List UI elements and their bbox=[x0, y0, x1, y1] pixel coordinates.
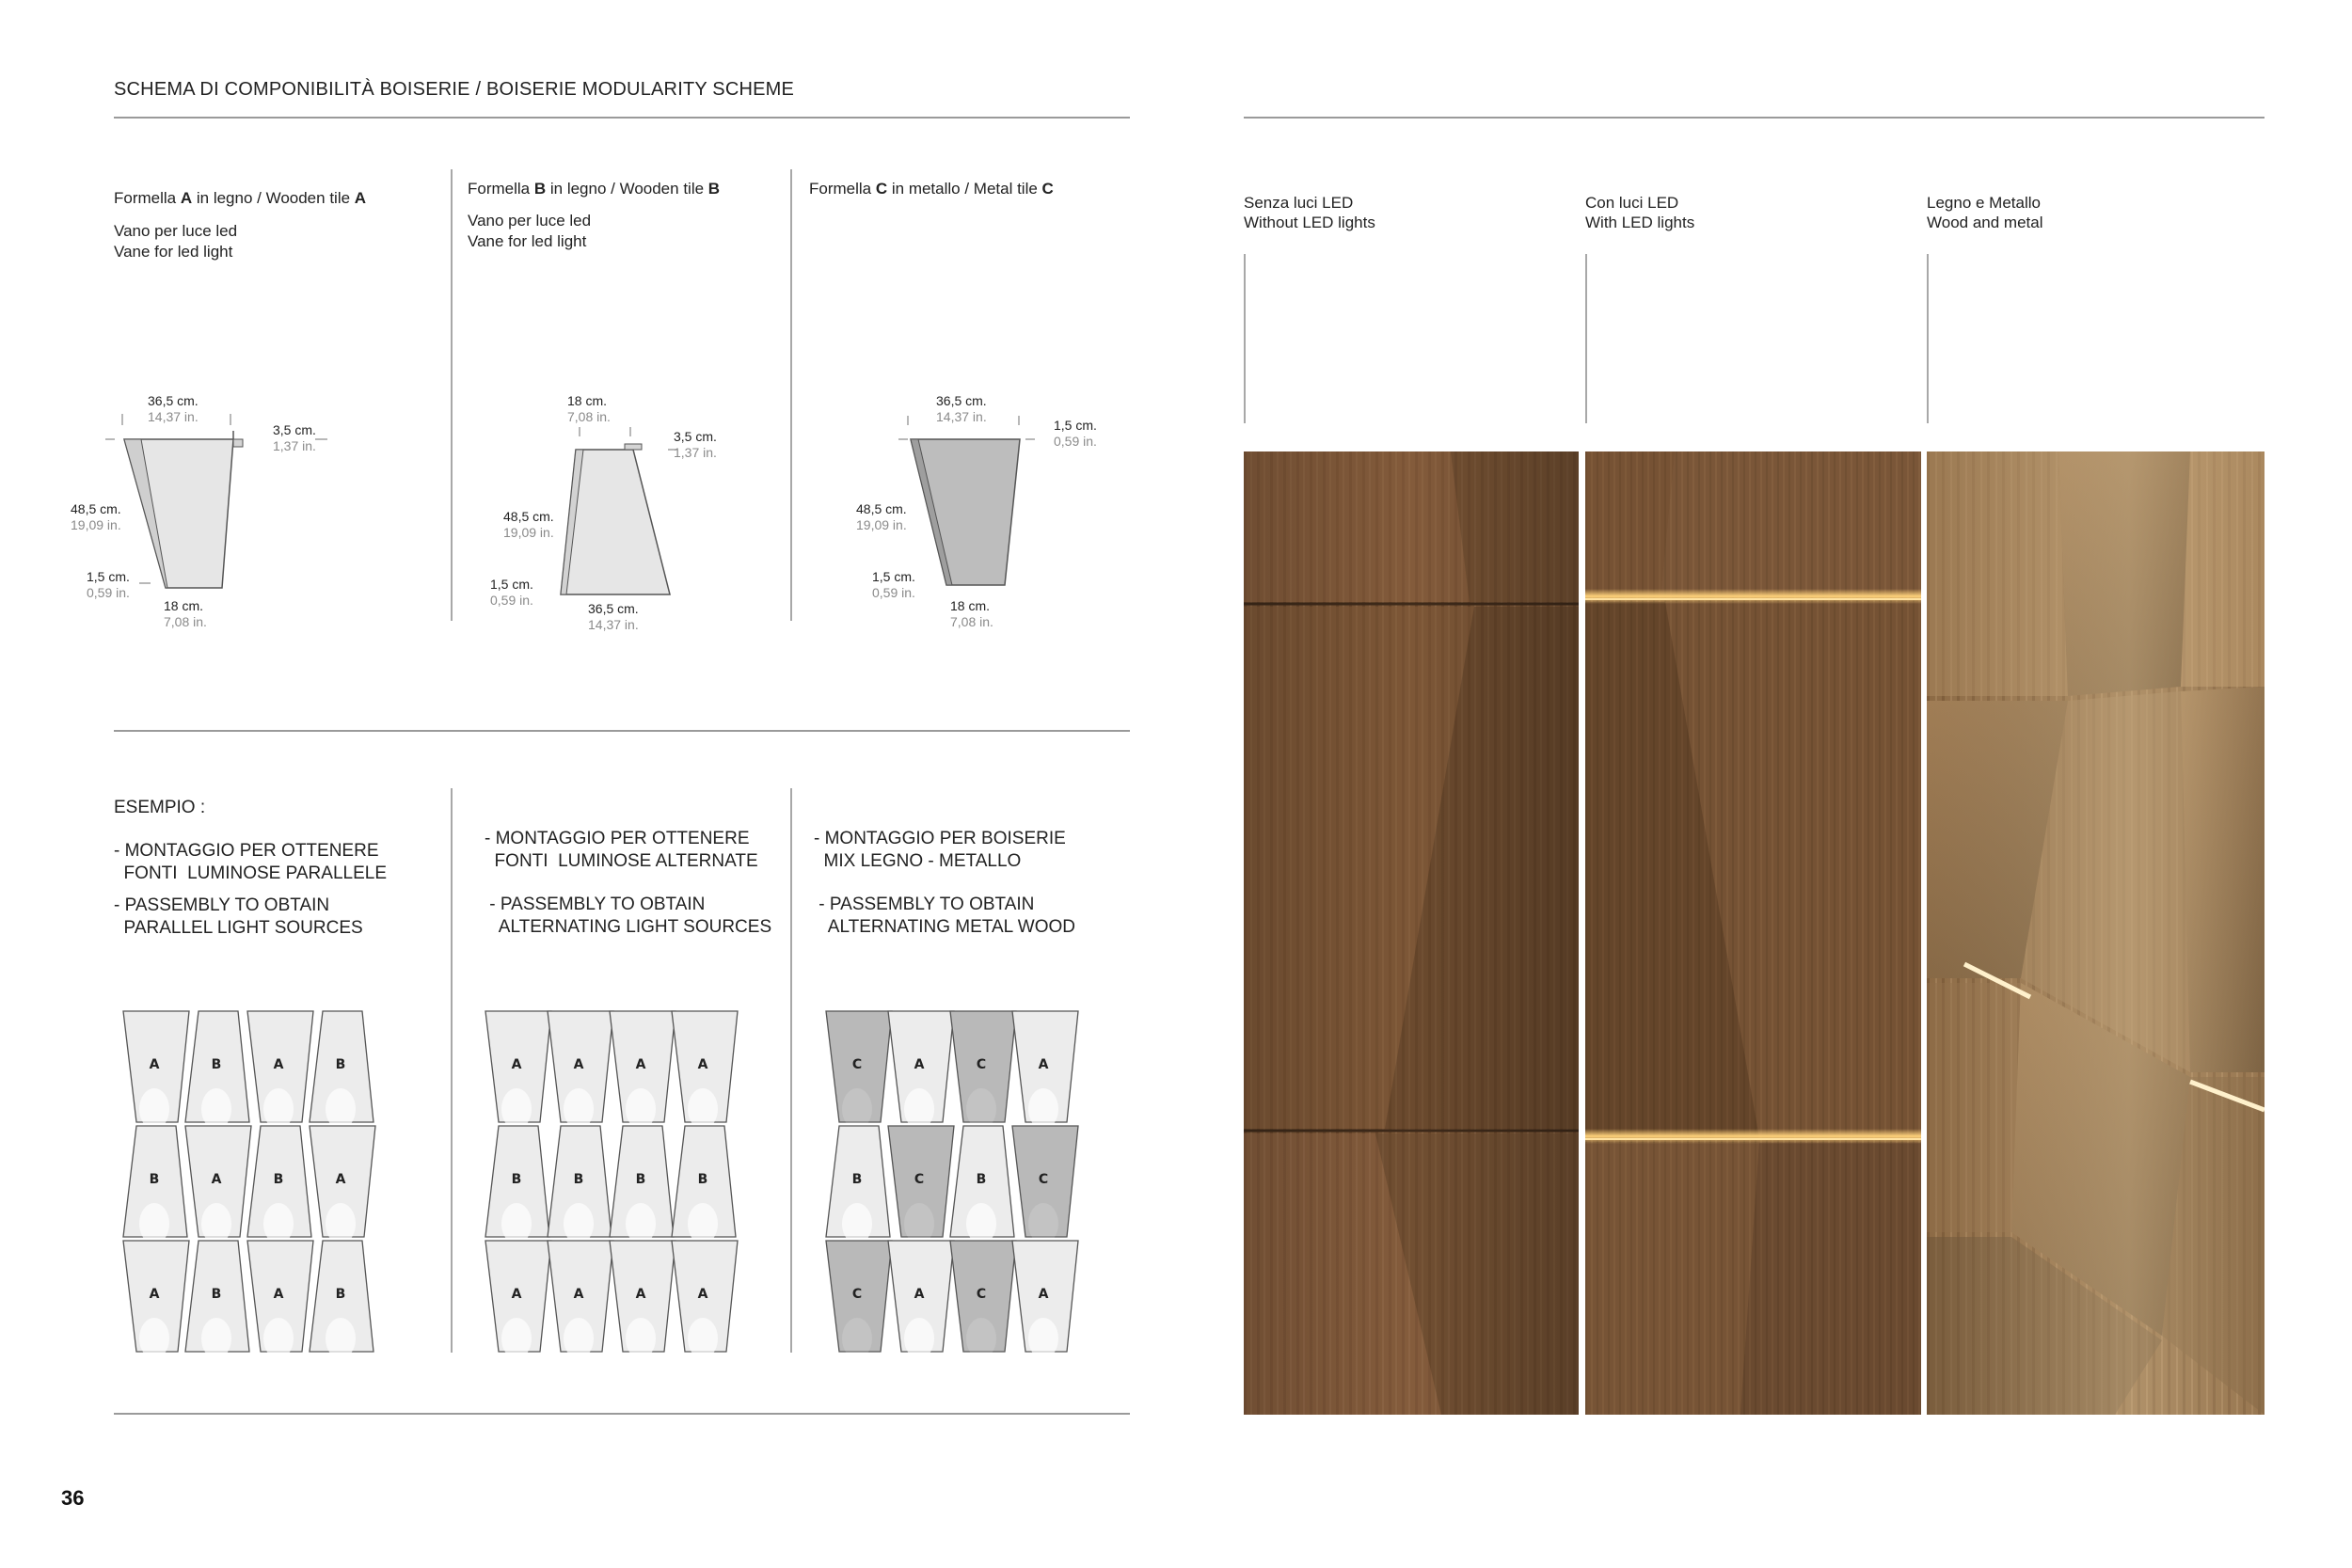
wall-tile-light bbox=[842, 1318, 872, 1359]
tile-c-dim-bottom: 18 cm. 7,08 in. bbox=[950, 598, 993, 629]
wall-tile-label: A bbox=[1038, 1057, 1049, 1072]
wall-tile-light bbox=[1028, 1318, 1058, 1359]
wall-tile-light bbox=[1028, 1088, 1058, 1130]
wall-tile-light bbox=[904, 1203, 934, 1244]
photo-2-caption: Con luci LED With LED lights bbox=[1585, 194, 1695, 231]
example-1-en: - PASSEMBLY TO OBTAIN PARALLEL LIGHT SOURCES bbox=[114, 895, 363, 938]
example-3-wall-diagram bbox=[811, 1002, 1112, 1364]
example-1-wall-diagram bbox=[108, 1002, 409, 1364]
tile-c-dim-side: 1,5 cm. 0,59 in. bbox=[1054, 418, 1097, 449]
wall-tile-light bbox=[263, 1088, 294, 1130]
wall-tile-light bbox=[688, 1318, 718, 1359]
photo-wood-without-led bbox=[1244, 451, 1579, 1415]
wall-tile-light bbox=[263, 1203, 294, 1244]
photo-3-caption: Legno e Metallo Wood and metal bbox=[1927, 194, 2043, 231]
tile-c-dim-height: 48,5 cm. 19,09 in. bbox=[856, 501, 907, 532]
wall-tile-light bbox=[966, 1318, 996, 1359]
wall-tile-label: A bbox=[635, 1287, 646, 1302]
examples-heading: ESEMPIO : bbox=[114, 798, 206, 817]
wall-tile-label: A bbox=[914, 1287, 925, 1302]
wall-tile-label: C bbox=[851, 1057, 863, 1072]
wall-tile-label: C bbox=[1038, 1172, 1049, 1187]
wall-tile-light bbox=[201, 1203, 231, 1244]
example-3-it: - MONTAGGIO PER BOISERIE MIX LEGNO - METALLO bbox=[814, 829, 1066, 871]
wall-tile-label: A bbox=[1038, 1287, 1049, 1302]
wall-tile-label: C bbox=[851, 1287, 863, 1302]
wall-tile-label: A bbox=[573, 1057, 584, 1072]
wall-tile-light bbox=[966, 1203, 996, 1244]
wall-tile-label: A bbox=[335, 1172, 346, 1187]
wall-tile-label: C bbox=[976, 1057, 987, 1072]
wall-tile-light bbox=[201, 1088, 231, 1130]
wall-tile-label: B bbox=[335, 1057, 346, 1072]
wall-tile-label: A bbox=[635, 1057, 646, 1072]
wall-tile-light bbox=[626, 1318, 656, 1359]
wall-tile-light bbox=[564, 1318, 594, 1359]
tile-a-dim-bottom: 18 cm. 7,08 in. bbox=[164, 598, 207, 629]
tile-a-heading: Formella A in legno / Wooden tile A bbox=[114, 189, 367, 207]
wall-tile-label: A bbox=[273, 1287, 284, 1302]
wall-tile-label: B bbox=[851, 1172, 863, 1187]
wall-tile-light bbox=[501, 1088, 532, 1130]
wall-tile-label: A bbox=[573, 1287, 584, 1302]
wall-tile-light bbox=[326, 1088, 356, 1130]
wall-tile-label: A bbox=[697, 1287, 708, 1302]
bottom-rule bbox=[114, 1413, 1130, 1415]
example-2-en: - PASSEMBLY TO OBTAIN ALTERNATING LIGHT SOURCES bbox=[489, 895, 772, 937]
wall-tile-label: B bbox=[149, 1172, 160, 1187]
wall-tile-light bbox=[904, 1088, 934, 1130]
tile-b-dim-height: 48,5 cm. 19,09 in. bbox=[503, 509, 554, 540]
wall-tile-light bbox=[688, 1203, 718, 1244]
tile-a-dim-lip: 1,5 cm. 0,59 in. bbox=[87, 569, 130, 600]
example-divider-2 bbox=[790, 788, 792, 1353]
wall-tile-light bbox=[139, 1318, 169, 1359]
tile-b-dim-side: 3,5 cm. 1,37 in. bbox=[674, 429, 717, 460]
header-rule-right bbox=[1244, 117, 2265, 119]
photo-wood-with-led bbox=[1585, 451, 1921, 1415]
photo-caption-divider-3 bbox=[1927, 254, 1929, 423]
tile-c-heading: Formella C in metallo / Metal tile C bbox=[809, 180, 1054, 198]
wall-tile-label: C bbox=[914, 1172, 925, 1187]
wall-tile-light bbox=[139, 1203, 169, 1244]
wall-tile-light bbox=[626, 1203, 656, 1244]
tile-b-vane-note: Vano per luce led Vane for led light bbox=[468, 212, 592, 250]
example-3-en: - PASSEMBLY TO OBTAIN ALTERNATING METAL WOOD bbox=[818, 895, 1075, 937]
wall-tile-light bbox=[326, 1203, 356, 1244]
wall-tile-light bbox=[501, 1203, 532, 1244]
wall-tile-light bbox=[564, 1203, 594, 1244]
page-title: SCHEMA DI COMPONIBILITÀ BOISERIE / BOISERIE MODULARITY SCHEME bbox=[114, 79, 795, 100]
wall-tile-light bbox=[966, 1088, 996, 1130]
middle-rule bbox=[114, 730, 1130, 732]
tile-a-dim-top: 36,5 cm. 14,37 in. bbox=[148, 393, 199, 424]
tile-a-dim-height: 48,5 cm. 19,09 in. bbox=[71, 501, 121, 532]
wall-tile-label: B bbox=[511, 1172, 522, 1187]
wall-tile-label: A bbox=[149, 1287, 160, 1302]
wall-tile-label: B bbox=[211, 1287, 222, 1302]
wall-tile-light bbox=[842, 1203, 872, 1244]
wall-tile-light bbox=[139, 1088, 169, 1130]
wall-tile-label: B bbox=[697, 1172, 708, 1187]
photo-1-caption: Senza luci LED Without LED lights bbox=[1244, 194, 1375, 231]
example-1-it: - MONTAGGIO PER OTTENERE FONTI LUMINOSE PARALLELE bbox=[114, 841, 388, 883]
wall-tile-light bbox=[688, 1088, 718, 1130]
tile-a-vane-note: Vano per luce led Vane for led light bbox=[114, 222, 238, 261]
wall-tile-label: B bbox=[211, 1057, 222, 1072]
tile-b-heading: Formella B in legno / Wooden tile B bbox=[468, 180, 721, 198]
wall-tile-label: A bbox=[211, 1172, 222, 1187]
wall-tile-label: A bbox=[149, 1057, 160, 1072]
spec-divider-2 bbox=[790, 169, 792, 621]
tile-b-dim-top: 18 cm. 7,08 in. bbox=[567, 393, 611, 424]
wall-tile-light bbox=[564, 1088, 594, 1130]
example-2-wall-diagram bbox=[470, 1002, 771, 1364]
tile-a-dim-side: 3,5 cm. 1,37 in. bbox=[273, 422, 316, 453]
wall-tile-label: A bbox=[914, 1057, 925, 1072]
example-divider-1 bbox=[451, 788, 453, 1353]
tile-c-dim-top: 36,5 cm. 14,37 in. bbox=[936, 393, 987, 424]
wall-tile-label: A bbox=[273, 1057, 284, 1072]
wall-tile-label: A bbox=[697, 1057, 708, 1072]
wall-tile-light bbox=[842, 1088, 872, 1130]
wall-tile-label: B bbox=[335, 1287, 346, 1302]
wall-tile-label: B bbox=[273, 1172, 284, 1187]
page-number: 36 bbox=[61, 1486, 85, 1510]
photo-caption-divider-2 bbox=[1585, 254, 1587, 423]
wall-tile-light bbox=[904, 1318, 934, 1359]
wall-tile-label: A bbox=[511, 1287, 522, 1302]
wall-tile-light bbox=[326, 1318, 356, 1359]
photo-wood-and-metal bbox=[1927, 451, 2265, 1415]
tile-c-dim-lip: 1,5 cm. 0,59 in. bbox=[872, 569, 915, 600]
photo-caption-divider-1 bbox=[1244, 254, 1246, 423]
wall-tile-light bbox=[201, 1318, 231, 1359]
wall-tile-label: B bbox=[573, 1172, 584, 1187]
tile-b-dim-bottom: 36,5 cm. 14,37 in. bbox=[588, 601, 639, 632]
wall-tile-light bbox=[1028, 1203, 1058, 1244]
wall-tile-label: C bbox=[976, 1287, 987, 1302]
wall-tile-label: A bbox=[511, 1057, 522, 1072]
example-2-it: - MONTAGGIO PER OTTENERE FONTI LUMINOSE ALTERNATE bbox=[485, 829, 758, 871]
tile-b-dim-lip: 1,5 cm. 0,59 in. bbox=[490, 577, 533, 608]
wall-tile-light bbox=[626, 1088, 656, 1130]
spec-divider-1 bbox=[451, 169, 453, 621]
wall-tile-label: B bbox=[976, 1172, 987, 1187]
wall-tile-light bbox=[501, 1318, 532, 1359]
wall-tile-label: B bbox=[635, 1172, 646, 1187]
wall-tile-light bbox=[263, 1318, 294, 1359]
header-rule-left bbox=[114, 117, 1130, 119]
